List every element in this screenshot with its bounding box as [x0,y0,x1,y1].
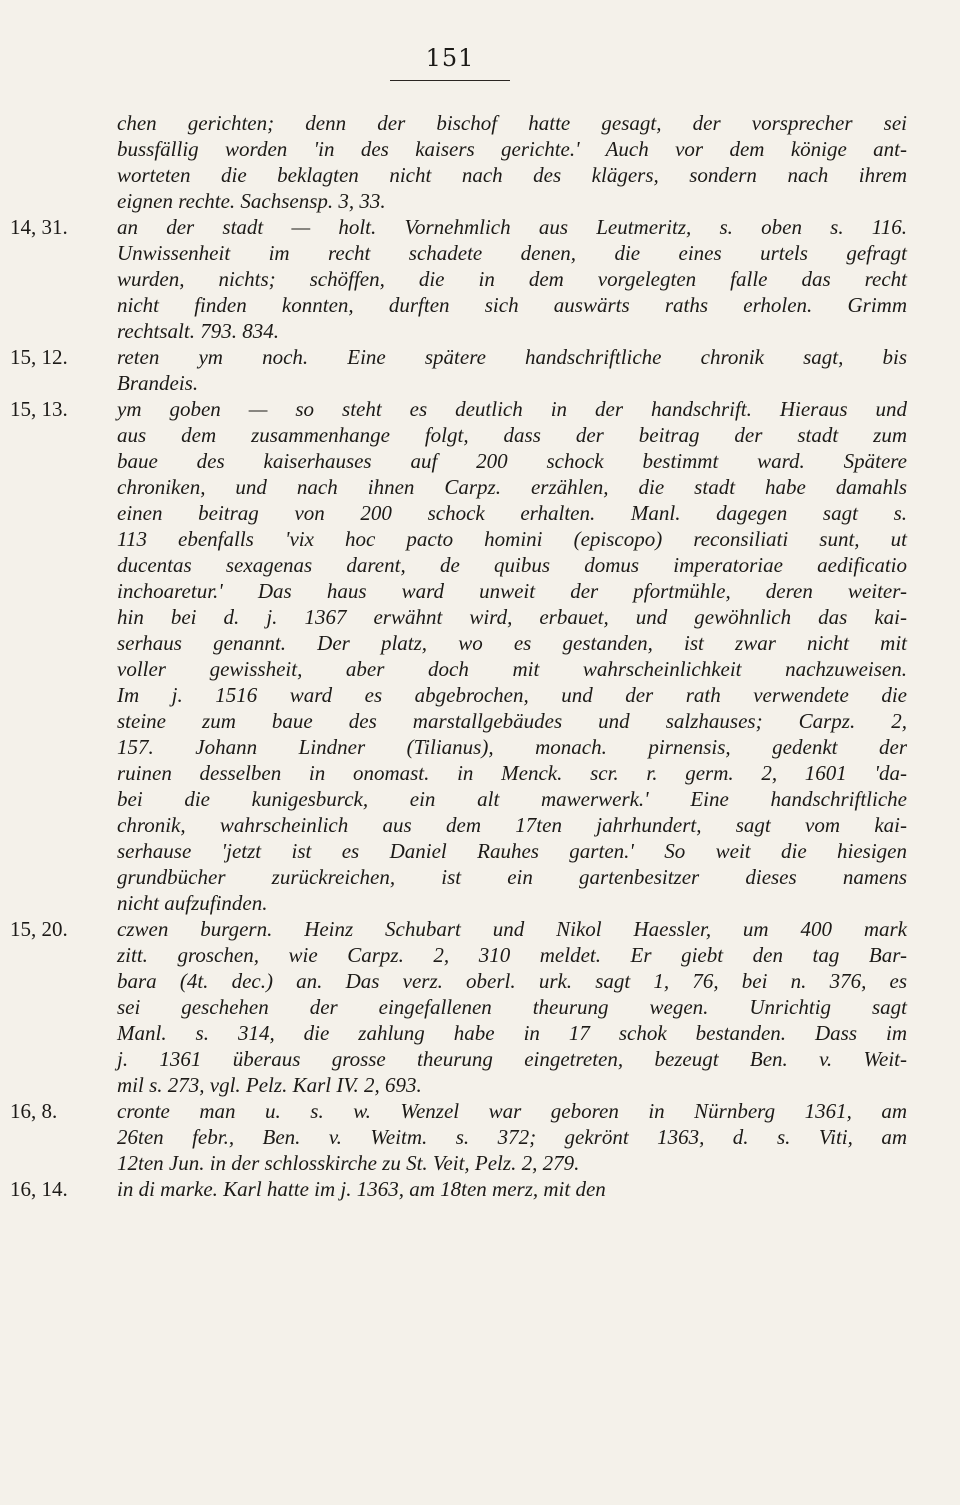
text-line: inchoaretur.' Das haus ward unweit der pfortmühle, deren weiter- [117,579,907,603]
text-line: in di marke. Karl hatte im j. 1363, am 18ten merz, mit den [117,1177,606,1201]
text-line: nicht finden konnten, durften sich auswärts raths erholen. Grimm [117,293,907,317]
entry-text [117,916,907,1098]
text-line: bara (4t. dec.) an. Das verz. oberl. urk. sagt 1, 76, bei n. 376, es [117,969,907,993]
text-line: baue des kaiserhauses auf 200 schock bestimmt ward. Spätere [117,449,907,473]
text-line: ducentas sexagenas darent, de quibus domus imperatoriae aedificatio [117,553,907,577]
text-line: voller gewissheit, aber doch mit wahrscheinlichkeit nachzuweisen. [117,657,907,681]
text-line: bei die kunigesburck, ein alt mawerwerk.' Eine handschriftliche [117,787,907,811]
text-line: einen beitrag von 200 schock erhalten. Manl. dagegen sagt s. [117,501,907,525]
text-line: chen gerichten; denn der bischof hatte gesagt, der vorsprecher sei [117,111,907,135]
text-line: 26ten febr., Ben. v. Weitm. s. 372; gekrönt 1363, d. s. Viti, am [117,1125,907,1149]
text-line: Im j. 1516 ward es abgebrochen, und der rath verwendete die [117,683,907,707]
line-reference: 15, 12. [10,345,68,369]
text-line: 157. Johann Lindner (Tilianus), monach. pirnensis, gedenkt der [117,735,907,759]
line-reference: 15, 13. [10,397,68,421]
text-line: chroniken, und nach ihnen Carpz. erzählen, die stadt habe damahls [117,475,907,499]
text-line: 12ten Jun. in der schlosskirche zu St. Veit, Pelz. 2, 279. [117,1151,580,1175]
entry-text [117,110,907,214]
text-line: j. 1361 überaus grosse theurung eingetreten, bezeugt Ben. v. Weit- [117,1047,907,1071]
text-line: grundbücher zurückreichen, ist ein gartenbesitzer dieses namens [117,865,907,889]
text-line: czwen burgern. Heinz Schubart und Nikol Haessler, um 400 mark [117,917,907,941]
text-line: steine zum baue des marstallgebäudes und salzhauses; Carpz. 2, [117,709,907,733]
commentary-entry [0,110,960,214]
line-reference: 16, 8. [10,1099,58,1123]
entry-text [117,1176,907,1202]
text-line: 113 ebenfalls 'vix hoc pacto homini (episcopo) reconsiliati sunt, ut [117,527,907,551]
line-reference: 16, 14. [10,1177,68,1201]
header-rule [390,80,510,81]
text-line: cronte man u. s. w. Wenzel war geboren in Nürnberg 1361, am [117,1099,907,1123]
commentary-entry [0,344,960,396]
text-line: hin bei d. j. 1367 erwähnt wird, erbauet, und gewöhnlich das kai- [117,605,907,629]
text-line: aus dem zusammenhange folgt, dass der beitrag der stadt zum [117,423,907,447]
text-line: nicht aufzufinden. [117,891,268,915]
text-line: serhause 'jetzt ist es Daniel Rauhes garten.' So weit die hiesigen [117,839,907,863]
text-line: rechtsalt. 793. 834. [117,319,279,343]
text-line: serhaus genannt. Der platz, wo es gestanden, ist zwar nicht mit [117,631,907,655]
commentary-entry [0,916,960,1098]
line-reference: 14, 31. [10,215,68,239]
text-line: bussfällig worden 'in des kaisers gerichte.' Auch vor dem könige ant- [117,137,907,161]
commentary-entry [0,1176,960,1202]
commentary-entry [0,214,960,344]
text-line: sei geschehen der eingefallenen theurung wegen. Unrichtig sagt [117,995,907,1019]
line-reference: 15, 20. [10,917,68,941]
text-line: Unwissenheit im recht schadete denen, die eines urtels gefragt [117,241,907,265]
text-line: Manl. s. 314, die zahlung habe in 17 schok bestanden. Dass im [117,1021,907,1045]
commentary-body [0,110,960,1202]
text-line: ym goben — so steht es deutlich in der handschrift. Hieraus und [117,397,907,421]
text-line: mil s. 273, vgl. Pelz. Karl IV. 2, 693. [117,1073,422,1097]
text-line: reten ym noch. Eine spätere handschriftliche chronik sagt, bis [117,345,907,369]
entry-text [117,344,907,396]
commentary-entry [0,396,960,916]
entry-text [117,1098,907,1176]
text-line: wurden, nichts; schöffen, die in dem vorgelegten falle das recht [117,267,907,291]
text-line: zitt. groschen, wie Carpz. 2, 310 meldet. Er giebt den tag Bar- [117,943,907,967]
text-line: Brandeis. [117,371,199,395]
page-number: 151 [425,44,475,72]
text-line: chronik, wahrscheinlich aus dem 17ten jahrhundert, sagt vom kai- [117,813,907,837]
text-line: worteten die beklagten nicht nach des klägers, sondern nach ihrem [117,163,907,187]
entry-text [117,396,907,916]
text-line: eignen rechte. Sachsensp. 3, 33. [117,189,386,213]
entry-text [117,214,907,344]
text-line: an der stadt — holt. Vornehmlich aus Leutmeritz, s. oben s. 116. [117,215,907,239]
text-line: ruinen desselben in onomast. in Menck. scr. r. germ. 2, 1601 'da- [117,761,907,785]
commentary-entry [0,1098,960,1176]
